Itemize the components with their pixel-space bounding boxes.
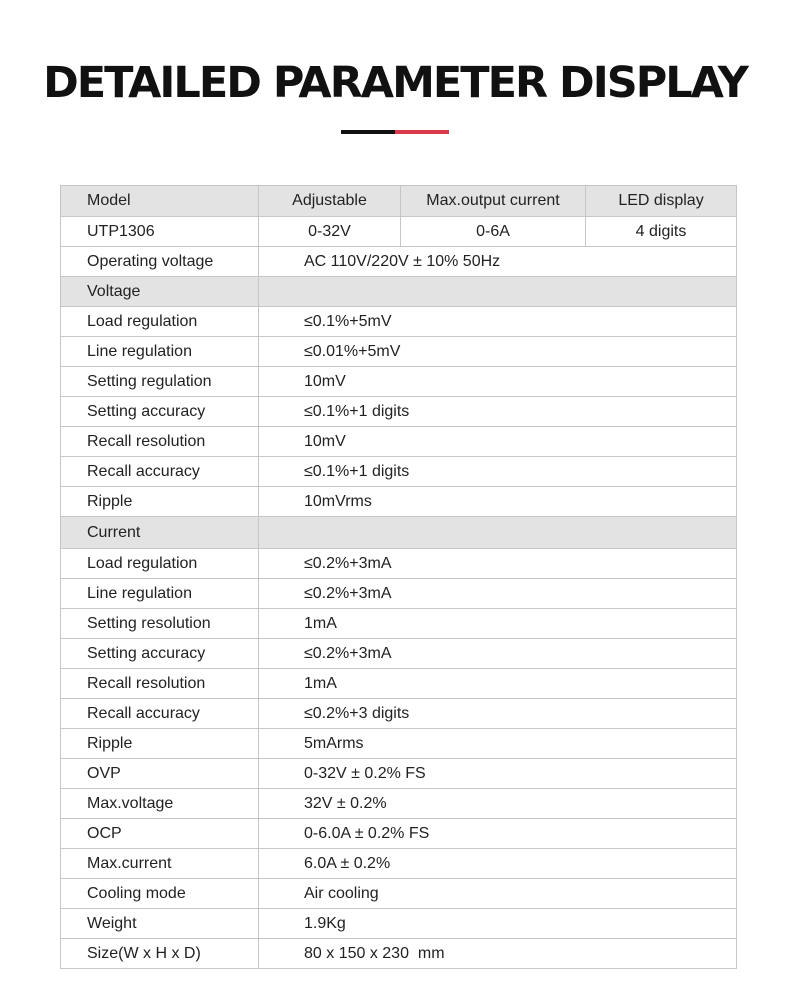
param-value: 5mArms (259, 729, 737, 759)
param-label: OVP (61, 759, 259, 789)
param-label: Load regulation (61, 307, 259, 337)
page-title: DETAILED PARAMETER DISPLAY (43, 58, 747, 108)
adjustable-value: 0-32V (259, 217, 401, 247)
divider-red-segment (395, 130, 449, 134)
param-label: OCP (61, 819, 259, 849)
param-label: Setting resolution (61, 609, 259, 639)
param-value: AC 110V/220V ± 10% 50Hz (259, 247, 737, 277)
table-row (61, 759, 737, 789)
table-row (61, 789, 737, 819)
table-row (61, 699, 737, 729)
model-row (61, 217, 737, 247)
param-value: 1mA (259, 669, 737, 699)
section-heading-voltage: Voltage (61, 277, 259, 307)
table-row (61, 579, 737, 609)
section-blank (259, 517, 737, 549)
model-value: UTP1306 (61, 217, 259, 247)
param-label: Setting accuracy (61, 397, 259, 427)
section-voltage (61, 277, 737, 307)
param-value: ≤0.2%+3mA (259, 639, 737, 669)
table-row (61, 367, 737, 397)
param-label: Max.voltage (61, 789, 259, 819)
param-label: Size(W x H x D) (61, 939, 259, 969)
param-label: Operating voltage (61, 247, 259, 277)
table-row (61, 549, 737, 579)
param-label: Setting accuracy (61, 639, 259, 669)
param-label: Max.current (61, 849, 259, 879)
table-row (61, 819, 737, 849)
table-row (61, 427, 737, 457)
section-blank (259, 277, 737, 307)
param-value: 6.0A ± 0.2% (259, 849, 737, 879)
param-label: Ripple (61, 487, 259, 517)
param-value: 1mA (259, 609, 737, 639)
param-value: ≤0.1%+1 digits (259, 397, 737, 427)
param-value: ≤0.1%+1 digits (259, 457, 737, 487)
param-label: Recall accuracy (61, 699, 259, 729)
param-value: Air cooling (259, 879, 737, 909)
param-label: Recall resolution (61, 669, 259, 699)
table-header-row (61, 186, 737, 217)
title-divider (341, 130, 449, 134)
param-label: Recall resolution (61, 427, 259, 457)
param-value: 0-6.0A ± 0.2% FS (259, 819, 737, 849)
table-row (61, 669, 737, 699)
param-label: Line regulation (61, 337, 259, 367)
param-value: 32V ± 0.2% (259, 789, 737, 819)
param-label: Recall accuracy (61, 457, 259, 487)
table-row (61, 337, 737, 367)
param-value: ≤0.2%+3mA (259, 549, 737, 579)
table-row (61, 879, 737, 909)
header-led-display: LED display (586, 186, 737, 217)
param-value: 80 x 150 x 230 mm (259, 939, 737, 969)
param-label: Load regulation (61, 549, 259, 579)
param-label: Setting regulation (61, 367, 259, 397)
table-row (61, 639, 737, 669)
table-row (61, 939, 737, 969)
param-label: Cooling mode (61, 879, 259, 909)
param-label: Ripple (61, 729, 259, 759)
operating-voltage-row (61, 247, 737, 277)
param-value: 1.9Kg (259, 909, 737, 939)
led-display-value: 4 digits (586, 217, 737, 247)
table-row (61, 457, 737, 487)
param-value: ≤0.2%+3 digits (259, 699, 737, 729)
table-row (61, 397, 737, 427)
table-row (61, 307, 737, 337)
param-label: Weight (61, 909, 259, 939)
table-row (61, 609, 737, 639)
param-label: Line regulation (61, 579, 259, 609)
section-heading-current: Current (61, 517, 259, 549)
max-output-value: 0-6A (401, 217, 586, 247)
param-value: 10mVrms (259, 487, 737, 517)
table-row (61, 487, 737, 517)
param-value: 0-32V ± 0.2% FS (259, 759, 737, 789)
param-value: ≤0.01%+5mV (259, 337, 737, 367)
section-current (61, 517, 737, 549)
table-row (61, 849, 737, 879)
param-value: ≤0.2%+3mA (259, 579, 737, 609)
header-max-output: Max.output current (401, 186, 586, 217)
param-value: 10mV (259, 427, 737, 457)
parameter-table (60, 185, 737, 969)
header-model: Model (61, 186, 259, 217)
param-value: 10mV (259, 367, 737, 397)
table-row (61, 909, 737, 939)
divider-black-segment (341, 130, 395, 134)
header-adjustable: Adjustable (259, 186, 401, 217)
param-value: ≤0.1%+5mV (259, 307, 737, 337)
table-row (61, 729, 737, 759)
